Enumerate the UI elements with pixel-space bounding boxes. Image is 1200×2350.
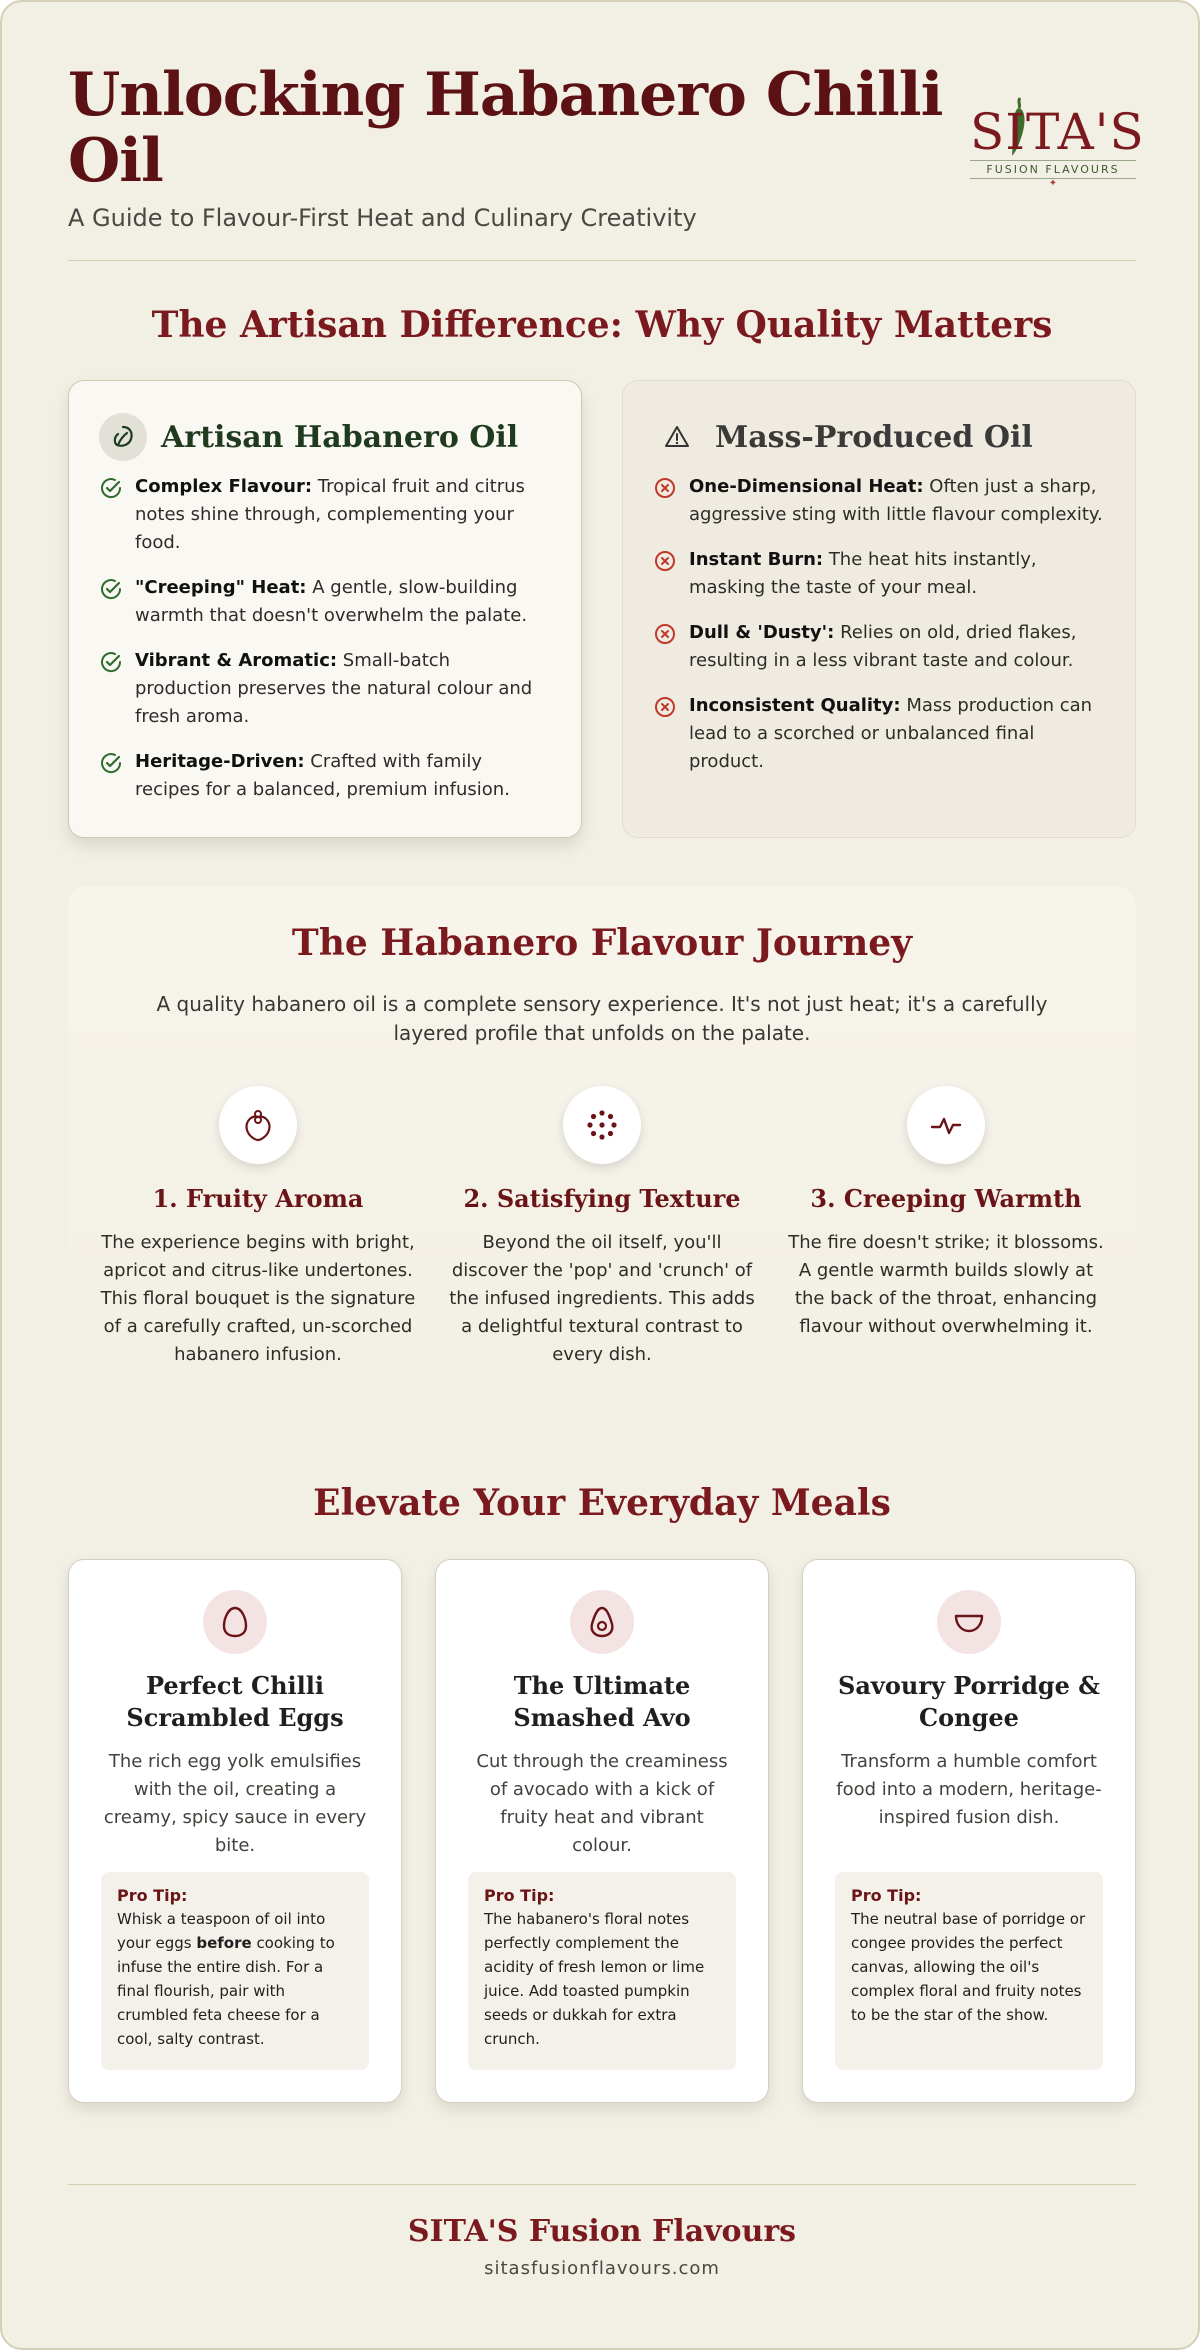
meal-card <box>68 1559 402 2103</box>
page-subtitle: A Guide to Flavour-First Heat and Culinary Creativity <box>68 204 697 232</box>
check-circle-icon <box>99 476 123 500</box>
step-title: 1. Fruity Aroma <box>152 1184 364 1213</box>
item-heading: Vibrant & Aromatic: <box>135 650 338 671</box>
pro-tip-text: The habanero's floral notes perfectly complement the acidity of fresh lemon or lime juice. Add toasted pumpkin seeds or dukkah for extra crunch. <box>484 1910 705 2048</box>
item-heading: Complex Flavour: <box>135 476 313 497</box>
item-heading: Inconsistent Quality: <box>689 695 901 716</box>
mass-list <box>653 473 1105 776</box>
seeds-icon <box>563 1086 641 1164</box>
footer-website-link[interactable]: sitasfusionflavours.com <box>484 2258 720 2279</box>
step-title: 2. Satisfying Texture <box>463 1184 741 1213</box>
list-item <box>99 574 551 630</box>
journey-intro: A quality habanero oil is a complete sensory experience. It's not just heat; it's a carefully layered profile that unfolds on the palate. <box>156 992 1048 1045</box>
check-circle-icon <box>99 577 123 601</box>
check-circle-icon <box>99 650 123 674</box>
meal-title: The Ultimate Smashed Avo <box>513 1671 691 1732</box>
journey-title: The Habanero Flavour Journey <box>291 922 913 964</box>
list-item <box>99 647 551 731</box>
mass-produced-card <box>622 380 1136 838</box>
pro-tip-label: Pro Tip: <box>484 1886 555 1905</box>
artisan-card-title: Artisan Habanero Oil <box>161 419 519 455</box>
item-text: Often just a sharp, aggressive sting with little flavour complexity. <box>689 476 1103 525</box>
item-text: Mass production can lead to a scorched or unbalanced final product. <box>689 695 1093 772</box>
item-text: Relies on old, dried flakes, resulting in a less vibrant taste and colour. <box>689 622 1077 671</box>
list-item <box>653 473 1105 529</box>
list-item <box>653 692 1105 776</box>
journey-step <box>786 1086 1106 1341</box>
x-circle-icon <box>653 549 677 573</box>
meal-title: Savoury Porridge & Congee <box>838 1671 1100 1732</box>
item-heading: Instant Burn: <box>689 549 824 570</box>
page-title: Unlocking Habanero Chilli Oil <box>68 60 943 196</box>
item-text: Tropical fruit and citrus notes shine through, complementing your food. <box>135 476 525 553</box>
step-text: The fire doesn't strike; it blossoms. A gentle warmth builds slowly at the back of the throat, enhancing flavour without overwhelming it. <box>788 1232 1104 1337</box>
pulse-icon <box>907 1086 985 1164</box>
leaf-icon <box>99 413 147 461</box>
item-heading: Heritage-Driven: <box>135 751 305 772</box>
meal-title: Perfect Chilli Scrambled Eggs <box>126 1671 344 1732</box>
step-title: 3. Creeping Warmth <box>810 1184 1082 1213</box>
journey-step <box>98 1086 418 1369</box>
list-item <box>99 473 551 557</box>
mass-card-title: Mass-Produced Oil <box>715 419 1033 455</box>
header-divider <box>68 260 1136 261</box>
meal-card <box>435 1559 769 2103</box>
meal-description: Cut through the creaminess of avocado with a kick of fruity heat and vibrant colour. <box>476 1751 728 1856</box>
x-circle-icon <box>653 622 677 646</box>
meal-description: Transform a humble comfort food into a modern, heritage-inspired fusion dish. <box>836 1751 1102 1828</box>
egg-icon <box>203 1590 267 1654</box>
header <box>68 60 1145 232</box>
pro-tip-label: Pro Tip: <box>117 1886 188 1905</box>
pro-tip-label: Pro Tip: <box>851 1886 922 1905</box>
item-heading: Dull & 'Dusty': <box>689 622 835 643</box>
item-text: The heat hits instantly, masking the taste of your meal. <box>689 549 1037 598</box>
logo-ornament: ✦ <box>1048 178 1058 189</box>
item-heading: One-Dimensional Heat: <box>689 476 924 497</box>
avocado-icon <box>570 1590 634 1654</box>
pro-tip-box <box>468 1872 736 2070</box>
logo-wordmark: SITA'S <box>970 103 1145 161</box>
check-circle-icon <box>99 751 123 775</box>
warning-icon <box>653 413 701 461</box>
x-circle-icon <box>653 695 677 719</box>
meal-description: The rich egg yolk emulsifies with the oil, creating a creamy, spicy sauce in every bite. <box>103 1751 367 1856</box>
brand-logo <box>970 103 1145 189</box>
comparison-title: The Artisan Difference: Why Quality Matters <box>151 304 1053 346</box>
item-heading: "Creeping" Heat: <box>135 577 307 598</box>
flavour-journey-section <box>68 886 1136 1406</box>
list-item <box>653 619 1105 675</box>
pro-tip-text: The neutral base of porridge or congee provides the perfect canvas, allowing the oil's complex floral and fruity notes to be the star of the show. <box>851 1910 1086 2024</box>
artisan-card <box>68 380 582 838</box>
step-text: Beyond the oil itself, you'll discover the 'pop' and 'crunch' of the infused ingredients. This adds a delightful textural contrast to every dish. <box>449 1232 755 1365</box>
step-text: The experience begins with bright, apricot and citrus-like undertones. This floral bouquet is the signature of a carefully crafted, un-scorched habanero infusion. <box>100 1232 416 1365</box>
logo-tagline: FUSION FLAVOURS <box>970 160 1136 179</box>
item-text: Crafted with family recipes for a balanced, premium infusion. <box>135 751 510 800</box>
journey-step <box>442 1086 762 1369</box>
footer-brand: SITA'S Fusion Flavours <box>407 2214 797 2249</box>
pro-tip-text-end: cooking to infuse the entire dish. For a final flourish, pair with crumbled feta cheese for a cool, salty contrast. <box>117 1934 335 2048</box>
item-text: A gentle, slow-building warmth that doesn't overwhelm the palate. <box>135 577 528 626</box>
item-text: Small-batch production preserves the natural colour and fresh aroma. <box>135 650 533 727</box>
x-circle-icon <box>653 476 677 500</box>
list-item <box>653 546 1105 602</box>
pro-tip-text: Whisk a teaspoon of oil into your eggs <box>117 1910 326 1952</box>
list-item <box>99 748 551 804</box>
mass-card-header <box>653 411 1105 463</box>
artisan-card-header <box>99 411 551 463</box>
fruit-icon <box>219 1086 297 1164</box>
pro-tip-emphasis: before <box>196 1934 252 1952</box>
pro-tip-box <box>101 1872 369 2070</box>
artisan-list <box>99 473 551 804</box>
meal-card <box>802 1559 1136 2103</box>
pro-tip-box <box>835 1872 1103 2070</box>
footer-divider <box>68 2184 1136 2185</box>
bowl-icon <box>937 1590 1001 1654</box>
meals-title: Elevate Your Everyday Meals <box>313 1482 891 1524</box>
